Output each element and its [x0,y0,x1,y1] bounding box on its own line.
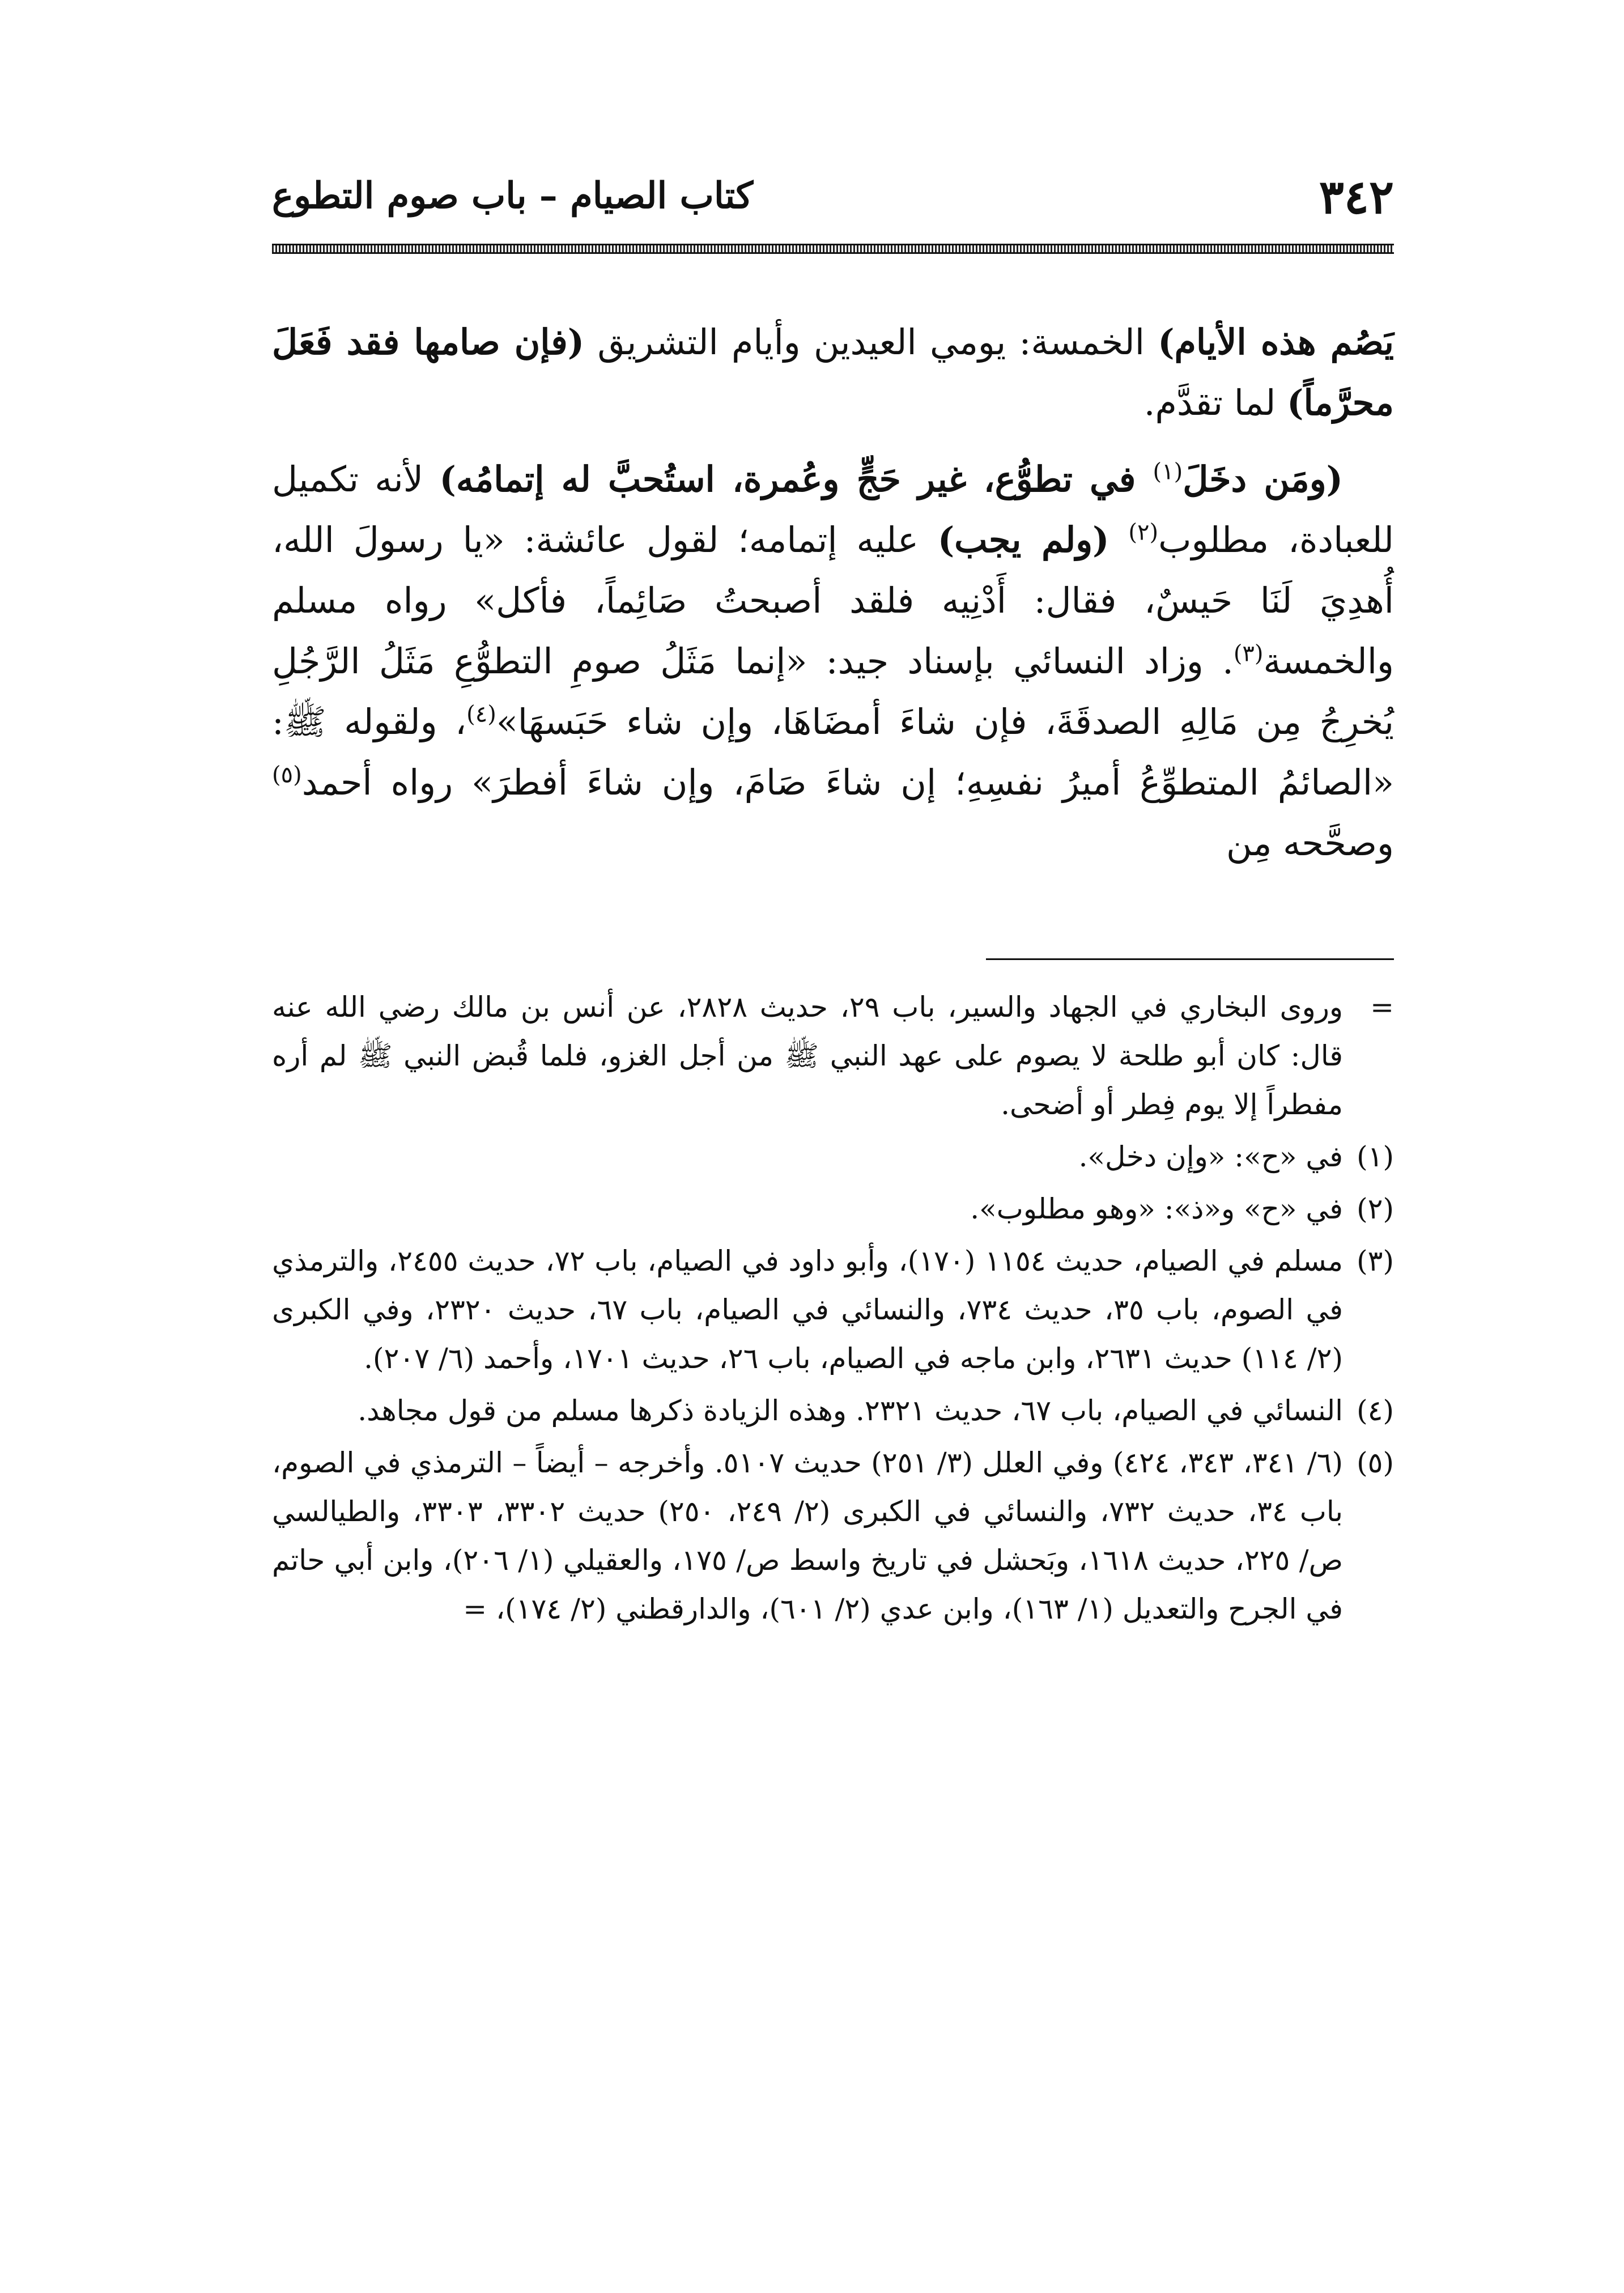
footnote-3 [272,1237,1394,1383]
footnote-mark: (٢) [1357,1192,1394,1225]
text-run [1109,519,1129,560]
text-run: وصحَّحه مِن [1226,822,1394,864]
footnote-mark: (١) [1357,1140,1394,1173]
footnote-5 [272,1438,1394,1633]
text-run: الخمسة: يومي العيدين وأيام التشريق [584,321,1158,363]
paragraph-2 [272,449,1394,873]
footnote-text: وروى البخاري في الجهاد والسير، باب ٢٩، حديث ٢٨٢٨، عن أنس بن مالك رضي الله عنه قال: كان أبو طلحة لا يصوم على عهد النبي ﷺ من أجل الغزو، فلما قُبض النبي ﷺ لم أره مفطراً إلا يوم فِطر أو أضحى. [272,991,1344,1121]
text-run: ، ولقوله ﷺ: «الصائمُ المتطوِّعُ أميرُ نفسِهِ؛ إن شاءَ صَامَ، وإن شاءَ أفطرَ» رواه أحمد [272,701,1394,803]
text-run: لما تقدَّم. [1143,382,1287,423]
footnote-text: في «ح»: «وإن دخل». [1078,1140,1343,1173]
footnote-text: النسائي في الصيام، باب ٦٧، حديث ٢٣٢١. وهذه الزيادة ذكرها مسلم من قول مجاهد. [358,1394,1343,1427]
header-rule [272,244,1394,254]
text-run: . وزاد النسائي بإسناد جيد: «إنما مَثَلُ صومِ التطوُّعِ مَثَلُ الرَّجُلِ يُخرِجُ مِن مَالِهِ الصدقَةَ، فإن شاءَ أمضَاهَا، وإن شاء حَبَسهَا» [272,640,1394,742]
footnote-1 [272,1132,1394,1181]
footnote-text: مسلم في الصيام، حديث ١١٥٤ (١٧٠)، وأبو داود في الصيام، باب ٧٢، حديث ٢٤٥٥، والترمذي في الصوم، باب ٣٥، حديث ٧٣٤، والنسائي في الصيام، باب ٦٧، حديث ٢٣٢٠، وفي الكبرى (٢/ ١١٤) حديث ٢٦٣١، وابن ماجه في الصيام، باب ٢٦، حديث ١٧٠١، وأحمد (٦/ ٢٠٧). [272,1245,1344,1375]
text-run: عليه إتمامه؛ لقول عائشة: «يا رسولَ الله، أُهدِيَ لَنَا حَيسٌ، فقال: أَدْنِيه فلقد أصبحتُ صَائِماً، فأكل» رواه مسلم والخمسة [272,519,1394,682]
footnote-mark: (٣) [1357,1245,1394,1277]
footnote-mark: = [1370,991,1394,1024]
footnote-text: (٦/ ٣٤١، ٣٤٣، ٤٢٤) وفي العلل (٣/ ٢٥١) حديث ٥١٠٧. وأخرجه – أيضاً – الترمذي في الصوم، باب ٣٤، حديث ٧٣٢، والنسائي في الكبرى (٢/ ٢٤٩، ٢٥٠) حديث ٣٣٠٢، ٣٣٠٣، والطيالسي ص/ ٢٢٥، حديث ١٦١٨، وبَحشل في تاريخ واسط ص/ ١٧٥، والعقيلي (١/ ٢٠٦)، وابن أبي حاتم في الجرح والتعديل (١/ ١٦٣)، وابن عدي (٢/ ٦٠١)، والدارقطني (٢/ ١٧٤)، = [272,1446,1344,1625]
bold-phrase: يَصُم هذه الأيام) [1158,321,1394,363]
running-title: كتاب الصيام – باب صوم التطوع [272,175,754,217]
bold-phrase: (ولم يجب) [937,519,1109,560]
footnote-ref-5[interactable]: (٥) [272,762,302,788]
footnote-mark: (٥) [1357,1446,1394,1479]
book-page [272,159,1394,1637]
footnote-continuation [272,983,1394,1129]
page-number: ٣٤٢ [1319,170,1394,224]
main-text [272,312,1394,873]
bold-phrase: (ومَن دخَلَ [1183,458,1344,500]
footnote-ref-4[interactable]: (٤) [466,701,496,728]
footnote-4 [272,1386,1394,1435]
footnotes [272,983,1394,1633]
footnote-mark: (٤) [1357,1394,1394,1427]
bold-phrase: في تطوُّع، غير حَجٍّ وعُمرة، استُحبَّ له إتمامُه) [439,458,1153,500]
footnote-2 [272,1184,1394,1233]
bold-phrase: (فإن صامها فقد فَعَلَ محرَّماً) [272,321,1394,423]
text-run: لأنه تكميل للعبادة، مطلوب [272,458,1395,560]
footnote-ref-3[interactable]: (٣) [1233,640,1264,667]
footnote-separator [986,958,1394,960]
footnote-text: في «ح» و«ذ»: «وهو مطلوب». [970,1192,1343,1225]
footnote-ref-2[interactable]: (٢) [1128,519,1159,546]
paragraph-1 [272,312,1394,433]
page-header [272,159,1394,244]
footnote-ref-1[interactable]: (١) [1153,458,1183,485]
